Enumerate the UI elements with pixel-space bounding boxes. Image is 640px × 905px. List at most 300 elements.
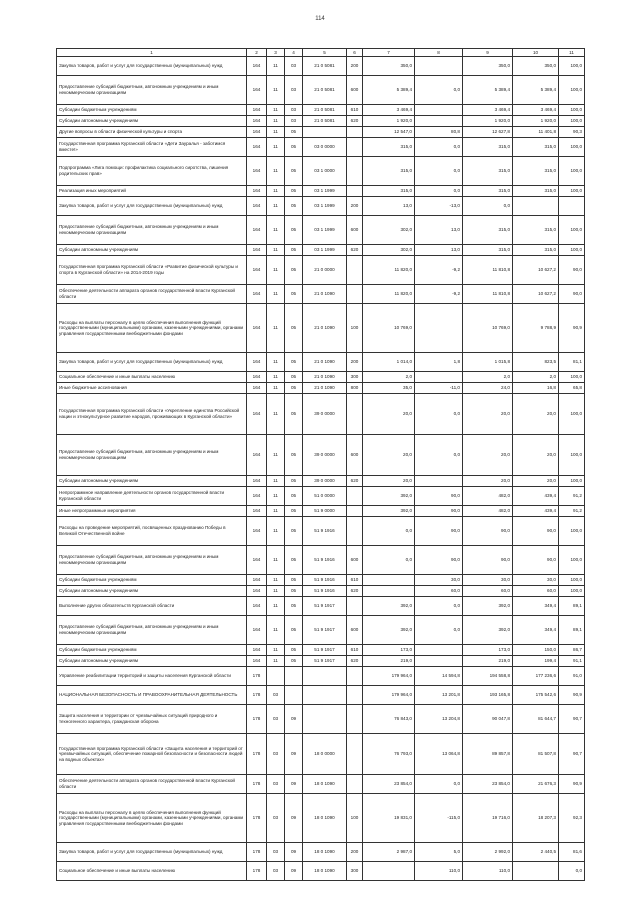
cell-refined: 20,0: [463, 476, 513, 487]
cell-change: 13 064,8: [415, 734, 463, 775]
table-row: [57, 186, 585, 197]
cell-subsection: 05: [285, 435, 303, 476]
cell-admin: 164: [247, 383, 267, 394]
cell-executed: 10 627,2: [513, 256, 559, 285]
cell-subsection: 05: [285, 656, 303, 667]
cell-expense-type: [347, 734, 363, 775]
cell-change: [415, 372, 463, 383]
cell-subsection: 05: [285, 353, 303, 372]
cell-target-article: 03 0 0000: [303, 138, 347, 157]
cell-section: 11: [267, 372, 285, 383]
cell-name: Предоставление субсидий бюджетным, автономным учреждениям и иным некоммерческим организациям: [57, 616, 247, 645]
cell-section: 11: [267, 304, 285, 353]
cell-subsection: 05: [285, 197, 303, 216]
cell-admin: 164: [247, 586, 267, 597]
cell-expense-type: 620: [347, 116, 363, 127]
cell-approved: 179 964,0: [363, 686, 415, 705]
cell-target-article: 21 0 5081: [303, 105, 347, 116]
cell-target-article: 21 0 1090: [303, 353, 347, 372]
cell-approved: 13,0: [363, 197, 415, 216]
cell-executed: 5 389,4: [513, 76, 559, 105]
cell-section: 11: [267, 476, 285, 487]
column-number-1: 1: [57, 49, 247, 57]
cell-admin: 164: [247, 517, 267, 546]
cell-name: Предоставление субсидий бюджетным, автономным учреждениям и иным некоммерческим организациям: [57, 76, 247, 105]
cell-percent: 90,9: [559, 304, 585, 353]
cell-approved: 12 547,0: [363, 127, 415, 138]
cell-approved: 392,0: [363, 487, 415, 506]
cell-section: 03: [267, 775, 285, 794]
table-body: [57, 57, 585, 881]
page-number: 114: [315, 16, 325, 22]
cell-subsection: 03: [285, 57, 303, 76]
column-number-11: 11: [559, 49, 585, 57]
cell-change: 90,0: [415, 487, 463, 506]
cell-change: 0,0: [415, 76, 463, 105]
cell-target-article: 18 0 1090: [303, 862, 347, 881]
table-row: [57, 285, 585, 304]
cell-target-article: 03 1 1999: [303, 197, 347, 216]
cell-executed: 81 507,8: [513, 734, 559, 775]
cell-percent: 86,7: [559, 645, 585, 656]
cell-change: [415, 116, 463, 127]
cell-subsection: 05: [285, 597, 303, 616]
cell-executed: 20,0: [513, 435, 559, 476]
budget-table: [56, 48, 585, 881]
cell-approved: 2 987,0: [363, 843, 415, 862]
cell-executed: 150,0: [513, 645, 559, 656]
cell-name: Закупка товаров, работ и услуг для государственных (муниципальных) нужд: [57, 353, 247, 372]
cell-subsection: 09: [285, 734, 303, 775]
cell-name: Субсидии бюджетным учреждениям: [57, 645, 247, 656]
cell-approved: [363, 862, 415, 881]
cell-target-article: 18 0 1090: [303, 794, 347, 843]
cell-percent: 89,1: [559, 597, 585, 616]
cell-name: Субсидии автономным учреждениям: [57, 245, 247, 256]
cell-target-article: 18 0 1090: [303, 775, 347, 794]
cell-refined: 392,0: [463, 616, 513, 645]
cell-section: [267, 667, 285, 686]
cell-section: 03: [267, 705, 285, 734]
cell-admin: 164: [247, 127, 267, 138]
cell-expense-type: 200: [347, 353, 363, 372]
cell-name: Субсидии автономным учреждениям: [57, 586, 247, 597]
cell-section: 11: [267, 616, 285, 645]
cell-percent: 100,0: [559, 138, 585, 157]
column-number-6: 6: [347, 49, 363, 57]
cell-percent: 81,6: [559, 843, 585, 862]
cell-target-article: 51 0 0000: [303, 487, 347, 506]
cell-percent: 100,0: [559, 435, 585, 476]
table-row: [57, 506, 585, 517]
cell-admin: 178: [247, 843, 267, 862]
cell-section: 11: [267, 656, 285, 667]
cell-expense-type: [347, 667, 363, 686]
cell-section: 11: [267, 353, 285, 372]
cell-change: 5,0: [415, 843, 463, 862]
cell-subsection: 05: [285, 506, 303, 517]
column-number-8: 8: [415, 49, 463, 57]
cell-percent: 100,0: [559, 546, 585, 575]
cell-target-article: 21 0 1090: [303, 304, 347, 353]
cell-expense-type: 620: [347, 656, 363, 667]
table-row: [57, 667, 585, 686]
cell-name: Закупка товаров, работ и услуг для государственных (муниципальных) нужд: [57, 197, 247, 216]
cell-section: 03: [267, 686, 285, 705]
cell-expense-type: 600: [347, 546, 363, 575]
cell-approved: 315,0: [363, 157, 415, 186]
cell-refined: 5 389,4: [463, 76, 513, 105]
cell-subsection: [285, 667, 303, 686]
cell-admin: 164: [247, 186, 267, 197]
cell-refined: 1 015,8: [463, 353, 513, 372]
cell-admin: 164: [247, 57, 267, 76]
cell-expense-type: 600: [347, 435, 363, 476]
cell-change: [415, 105, 463, 116]
cell-expense-type: [347, 705, 363, 734]
cell-executed: [513, 862, 559, 881]
cell-target-article: 51 9 1917: [303, 656, 347, 667]
cell-change: [415, 476, 463, 487]
cell-subsection: 05: [285, 372, 303, 383]
cell-executed: 3 469,4: [513, 105, 559, 116]
cell-percent: 100,0: [559, 372, 585, 383]
cell-expense-type: 300: [347, 372, 363, 383]
cell-section: 11: [267, 138, 285, 157]
cell-section: 11: [267, 245, 285, 256]
table-row: [57, 57, 585, 76]
cell-executed: 20,0: [513, 394, 559, 435]
column-number-5: 5: [303, 49, 347, 57]
cell-target-article: 39 0 0000: [303, 394, 347, 435]
table-row: [57, 862, 585, 881]
cell-percent: 90,3: [559, 127, 585, 138]
cell-change: 0,0: [415, 597, 463, 616]
cell-admin: 164: [247, 157, 267, 186]
cell-expense-type: 610: [347, 105, 363, 116]
cell-refined: 110,0: [463, 862, 513, 881]
cell-refined: 11 810,8: [463, 256, 513, 285]
cell-approved: 76 793,0: [363, 734, 415, 775]
cell-percent: 100,0: [559, 216, 585, 245]
cell-section: 03: [267, 794, 285, 843]
cell-approved: 3 469,4: [363, 105, 415, 116]
cell-subsection: 05: [285, 383, 303, 394]
cell-target-article: 51 9 1916: [303, 517, 347, 546]
cell-refined: 89 857,8: [463, 734, 513, 775]
table-row: [57, 517, 585, 546]
cell-approved: 76 843,0: [363, 705, 415, 734]
cell-expense-type: 200: [347, 197, 363, 216]
cell-percent: 100,0: [559, 476, 585, 487]
cell-refined: 173,0: [463, 645, 513, 656]
cell-percent: 90,9: [559, 775, 585, 794]
column-number-7: 7: [363, 49, 415, 57]
cell-executed: 18 207,3: [513, 794, 559, 843]
cell-percent: 91,0: [559, 667, 585, 686]
cell-admin: 164: [247, 506, 267, 517]
cell-change: -115,0: [415, 794, 463, 843]
table-row: [57, 394, 585, 435]
cell-target-article: 03 1 1999: [303, 216, 347, 245]
cell-executed: 439,4: [513, 487, 559, 506]
cell-expense-type: 600: [347, 76, 363, 105]
cell-change: -11,0: [415, 383, 463, 394]
cell-admin: 164: [247, 353, 267, 372]
cell-executed: 199,4: [513, 656, 559, 667]
table-row: [57, 157, 585, 186]
cell-percent: 100,0: [559, 186, 585, 197]
cell-target-article: 39 0 0000: [303, 435, 347, 476]
cell-target-article: 03 1 1999: [303, 245, 347, 256]
cell-target-article: 21 0 1090: [303, 372, 347, 383]
cell-name: Государственная программа Курганской области «Развитие физической культуры и спорта в Курганской области» на 2014-2019 годы: [57, 256, 247, 285]
cell-executed: 315,0: [513, 245, 559, 256]
cell-admin: 178: [247, 667, 267, 686]
cell-approved: 35,0: [363, 383, 415, 394]
cell-refined: 2,0: [463, 372, 513, 383]
cell-admin: 164: [247, 476, 267, 487]
cell-approved: 11 820,0: [363, 256, 415, 285]
cell-admin: 164: [247, 394, 267, 435]
cell-executed: 315,0: [513, 138, 559, 157]
cell-name: Социальное обеспечение и иные выплаты населению: [57, 372, 247, 383]
cell-section: 11: [267, 487, 285, 506]
table-row: [57, 372, 585, 383]
cell-change: 60,0: [415, 586, 463, 597]
cell-refined: 0,0: [463, 197, 513, 216]
cell-subsection: 05: [285, 586, 303, 597]
cell-refined: 1 920,0: [463, 116, 513, 127]
cell-percent: 100,0: [559, 394, 585, 435]
cell-section: 11: [267, 197, 285, 216]
cell-change: [415, 57, 463, 76]
table-row: [57, 586, 585, 597]
cell-target-article: 21 0 0000: [303, 256, 347, 285]
cell-target-article: 51 9 1917: [303, 597, 347, 616]
cell-percent: 100,0: [559, 575, 585, 586]
cell-refined: 315,0: [463, 186, 513, 197]
cell-refined: 10 769,0: [463, 304, 513, 353]
cell-executed: 2 440,5: [513, 843, 559, 862]
cell-target-article: 21 0 5081: [303, 57, 347, 76]
cell-approved: 179 964,0: [363, 667, 415, 686]
cell-subsection: 05: [285, 616, 303, 645]
cell-name: Субсидии автономным учреждениям: [57, 476, 247, 487]
table-row: [57, 304, 585, 353]
cell-change: -9,2: [415, 256, 463, 285]
cell-approved: 315,0: [363, 138, 415, 157]
cell-executed: 90,0: [513, 546, 559, 575]
cell-change: 13,0: [415, 245, 463, 256]
cell-refined: 19 716,0: [463, 794, 513, 843]
cell-admin: 164: [247, 76, 267, 105]
cell-percent: [559, 197, 585, 216]
cell-change: -13,0: [415, 197, 463, 216]
cell-refined: 315,0: [463, 157, 513, 186]
cell-approved: 302,0: [363, 245, 415, 256]
cell-expense-type: 200: [347, 57, 363, 76]
cell-percent: 81,1: [559, 353, 585, 372]
cell-admin: 164: [247, 656, 267, 667]
cell-executed: 90,0: [513, 517, 559, 546]
cell-refined: 90,0: [463, 546, 513, 575]
cell-section: 03: [267, 734, 285, 775]
cell-expense-type: 610: [347, 645, 363, 656]
cell-expense-type: [347, 597, 363, 616]
table-row: [57, 487, 585, 506]
cell-approved: [363, 586, 415, 597]
table-row: [57, 127, 585, 138]
cell-subsection: 05: [285, 127, 303, 138]
cell-section: 11: [267, 57, 285, 76]
cell-approved: 219,0: [363, 656, 415, 667]
table-row: [57, 597, 585, 616]
cell-change: 110,0: [415, 862, 463, 881]
cell-percent: 100,0: [559, 586, 585, 597]
cell-percent: 89,1: [559, 616, 585, 645]
cell-name: Предоставление субсидий бюджетным, автономным учреждениям и иным некоммерческим организациям: [57, 546, 247, 575]
cell-executed: 823,5: [513, 353, 559, 372]
cell-subsection: 03: [285, 116, 303, 127]
table-row: [57, 76, 585, 105]
cell-percent: 91,2: [559, 506, 585, 517]
cell-admin: 164: [247, 245, 267, 256]
cell-approved: 392,0: [363, 616, 415, 645]
cell-target-article: 03 1 0000: [303, 157, 347, 186]
table-row: [57, 734, 585, 775]
cell-approved: 5 389,4: [363, 76, 415, 105]
cell-section: 11: [267, 394, 285, 435]
cell-target-article: 51 9 1917: [303, 616, 347, 645]
cell-executed: [513, 197, 559, 216]
cell-percent: 90,9: [559, 686, 585, 705]
cell-subsection: [285, 686, 303, 705]
cell-target-article: 21 0 1090: [303, 383, 347, 394]
cell-executed: 349,4: [513, 597, 559, 616]
cell-executed: 9 788,9: [513, 304, 559, 353]
cell-executed: 315,0: [513, 186, 559, 197]
cell-subsection: 05: [285, 575, 303, 586]
cell-percent: 100,0: [559, 245, 585, 256]
cell-change: 0,0: [415, 435, 463, 476]
cell-percent: 0,0: [559, 862, 585, 881]
cell-change: 0,0: [415, 775, 463, 794]
cell-admin: 178: [247, 794, 267, 843]
table-row: [57, 138, 585, 157]
cell-refined: 11 810,8: [463, 285, 513, 304]
cell-expense-type: [347, 506, 363, 517]
cell-admin: 178: [247, 705, 267, 734]
cell-expense-type: [347, 157, 363, 186]
cell-section: 11: [267, 157, 285, 186]
cell-name: НАЦИОНАЛЬНАЯ БЕЗОПАСНОСТЬ И ПРАВООХРАНИТЕЛЬНАЯ ДЕЯТЕЛЬНОСТЬ: [57, 686, 247, 705]
column-number-9: 9: [463, 49, 513, 57]
cell-section: 11: [267, 76, 285, 105]
cell-section: 11: [267, 105, 285, 116]
cell-expense-type: [347, 517, 363, 546]
table-row: [57, 616, 585, 645]
cell-executed: 10 627,2: [513, 285, 559, 304]
cell-change: 80,8: [415, 127, 463, 138]
cell-executed: 1 920,0: [513, 116, 559, 127]
cell-target-article: 39 0 0000: [303, 476, 347, 487]
cell-approved: 19 831,0: [363, 794, 415, 843]
cell-section: 11: [267, 285, 285, 304]
cell-approved: 392,0: [363, 506, 415, 517]
cell-admin: 178: [247, 862, 267, 881]
cell-approved: 11 820,0: [363, 285, 415, 304]
cell-change: 0,0: [415, 616, 463, 645]
cell-executed: 175 542,6: [513, 686, 559, 705]
cell-section: 03: [267, 843, 285, 862]
table-row: [57, 775, 585, 794]
cell-refined: 219,0: [463, 656, 513, 667]
cell-admin: 164: [247, 105, 267, 116]
cell-approved: 315,0: [363, 186, 415, 197]
cell-target-article: 51 9 1917: [303, 645, 347, 656]
cell-expense-type: [347, 487, 363, 506]
cell-refined: 90 047,8: [463, 705, 513, 734]
cell-name: Другие вопросы в области физической культуры и спорта: [57, 127, 247, 138]
cell-admin: 164: [247, 138, 267, 157]
cell-percent: 100,0: [559, 76, 585, 105]
cell-approved: 1 014,0: [363, 353, 415, 372]
table-row: [57, 476, 585, 487]
cell-executed: 81 644,7: [513, 705, 559, 734]
cell-approved: 392,0: [363, 597, 415, 616]
cell-change: 1,8: [415, 353, 463, 372]
cell-refined: 482,0: [463, 506, 513, 517]
cell-change: 90,0: [415, 546, 463, 575]
cell-admin: 164: [247, 256, 267, 285]
table-row: [57, 794, 585, 843]
cell-refined: 3 469,4: [463, 105, 513, 116]
cell-executed: 11 401,8: [513, 127, 559, 138]
cell-executed: 350,0: [513, 57, 559, 76]
cell-expense-type: 620: [347, 245, 363, 256]
table-row: [57, 705, 585, 734]
cell-refined: 315,0: [463, 216, 513, 245]
table-row: [57, 105, 585, 116]
cell-section: 11: [267, 216, 285, 245]
cell-percent: 92,3: [559, 794, 585, 843]
cell-subsection: 05: [285, 546, 303, 575]
cell-expense-type: 600: [347, 216, 363, 245]
cell-name: Подпрограмма «Лига помощи: профилактика социального сиротства, лишения родительских прав»: [57, 157, 247, 186]
cell-name: Закупка товаров, работ и услуг для государственных (муниципальных) нужд: [57, 843, 247, 862]
cell-change: 0,0: [415, 138, 463, 157]
cell-percent: 100,0: [559, 157, 585, 186]
cell-percent: 91,1: [559, 656, 585, 667]
cell-expense-type: [347, 256, 363, 285]
cell-name: Управление реабилитации территорий и защиты населения Курганской области: [57, 667, 247, 686]
cell-percent: 90,7: [559, 705, 585, 734]
cell-admin: 164: [247, 197, 267, 216]
cell-change: [415, 304, 463, 353]
cell-section: 11: [267, 575, 285, 586]
table-row: [57, 843, 585, 862]
cell-section: 11: [267, 546, 285, 575]
cell-approved: 0,0: [363, 546, 415, 575]
cell-approved: 2,0: [363, 372, 415, 383]
cell-admin: 178: [247, 734, 267, 775]
cell-section: 11: [267, 127, 285, 138]
cell-name: Обеспечение деятельности аппарата органов государственной власти Курганской области: [57, 285, 247, 304]
cell-target-article: [303, 667, 347, 686]
cell-subsection: 03: [285, 76, 303, 105]
table-row: [57, 575, 585, 586]
